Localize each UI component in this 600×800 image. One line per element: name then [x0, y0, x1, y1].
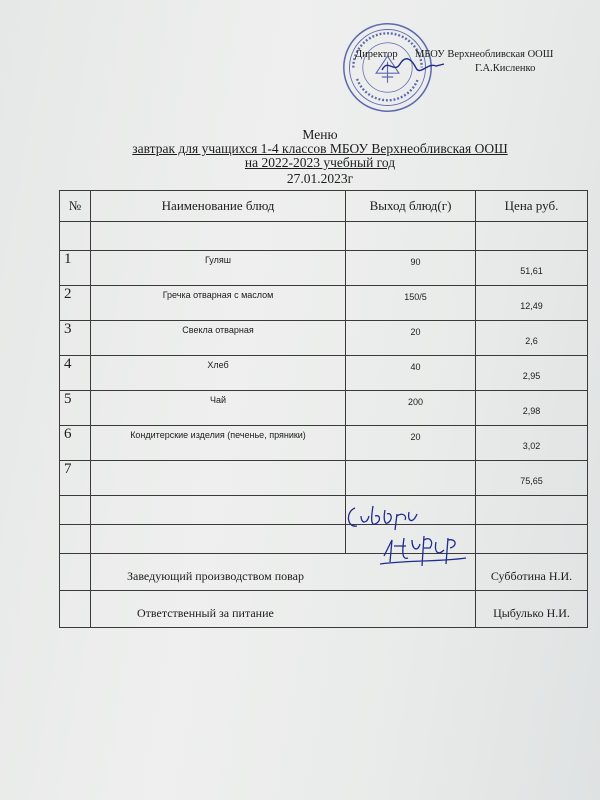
table-row: [60, 356, 588, 391]
dish-price: 51,61: [476, 251, 588, 286]
dish-name: Свекла отварная: [91, 321, 346, 356]
table-row: [60, 321, 588, 356]
table-row: [60, 391, 588, 426]
empty-cell: [60, 591, 91, 628]
row-number: 6: [60, 426, 91, 461]
empty-cell: [60, 222, 91, 251]
empty-cell: [60, 554, 91, 591]
menu-title: Меню: [302, 127, 338, 142]
table-row-empty: [60, 222, 588, 251]
dish-name: Хлеб: [91, 356, 346, 391]
empty-cell: [60, 525, 91, 554]
empty-cell: [91, 525, 346, 554]
dish-price: 2,98: [476, 391, 588, 426]
empty-cell: [476, 222, 588, 251]
menu-table: [59, 190, 588, 628]
row-number: 4: [60, 356, 91, 391]
dish-price: 2,95: [476, 356, 588, 391]
dish-output: 150/5: [346, 286, 476, 321]
column-header-number: №: [60, 191, 91, 222]
table-header-row: [60, 191, 588, 222]
dish-output: 20: [346, 321, 476, 356]
signature-role: Ответственный за питание: [91, 591, 476, 628]
menu-subtitle: завтрак для учащихся 1-4 классов МБОУ Верхнеобливская ООШ: [132, 141, 508, 156]
director-signature: [378, 54, 448, 78]
dish-output: 40: [346, 356, 476, 391]
dish-output: 90: [346, 251, 476, 286]
signature-name: Субботина Н.И.: [476, 554, 588, 591]
handwritten-signature: [378, 526, 468, 572]
dish-name: Чай: [91, 391, 346, 426]
table-row: [60, 426, 588, 461]
dish-name: [91, 461, 346, 496]
dish-output: 20: [346, 426, 476, 461]
table-row: [60, 251, 588, 286]
empty-cell: [476, 496, 588, 525]
row-number: 1: [60, 251, 91, 286]
total-price: 75,65: [476, 461, 588, 496]
empty-cell: [91, 496, 346, 525]
empty-cell: [60, 496, 91, 525]
table-row-total: [60, 461, 588, 496]
row-number: 2: [60, 286, 91, 321]
column-header-dish: Наименование блюд: [91, 191, 346, 222]
column-header-output: Выход блюд(г): [346, 191, 476, 222]
dish-name: Кондитерские изделия (печенье, пряники): [91, 426, 346, 461]
dish-output: [346, 461, 476, 496]
dish-price: 3,02: [476, 426, 588, 461]
signature-name: Цыбулько Н.И.: [476, 591, 588, 628]
dish-name: Гуляш: [91, 251, 346, 286]
signature-row: [60, 591, 588, 628]
director-name: Г.А.Кисленко: [475, 63, 536, 74]
dish-price: 2,6: [476, 321, 588, 356]
signature-role: Заведующий производством повар: [91, 554, 476, 591]
menu-heading: [0, 128, 600, 186]
school-name: МБОУ Верхнеобливская ООШ: [415, 49, 554, 60]
row-number: 7: [60, 461, 91, 496]
table-row-empty: [60, 525, 588, 554]
row-number: 3: [60, 321, 91, 356]
empty-cell: [91, 222, 346, 251]
column-header-price: Цена руб.: [476, 191, 588, 222]
school-year: на 2022-2023 учебный год: [244, 155, 396, 170]
director-title: Директор: [355, 49, 398, 60]
menu-date: 27.01.2023г: [286, 171, 354, 186]
empty-cell: [476, 525, 588, 554]
table-row-empty: [60, 496, 588, 525]
empty-cell: [346, 222, 476, 251]
dish-name: Гречка отварная с маслом: [91, 286, 346, 321]
dish-price: 12,49: [476, 286, 588, 321]
row-number: 5: [60, 391, 91, 426]
dish-output: 200: [346, 391, 476, 426]
signature-row: [60, 554, 588, 591]
table-row: [60, 286, 588, 321]
